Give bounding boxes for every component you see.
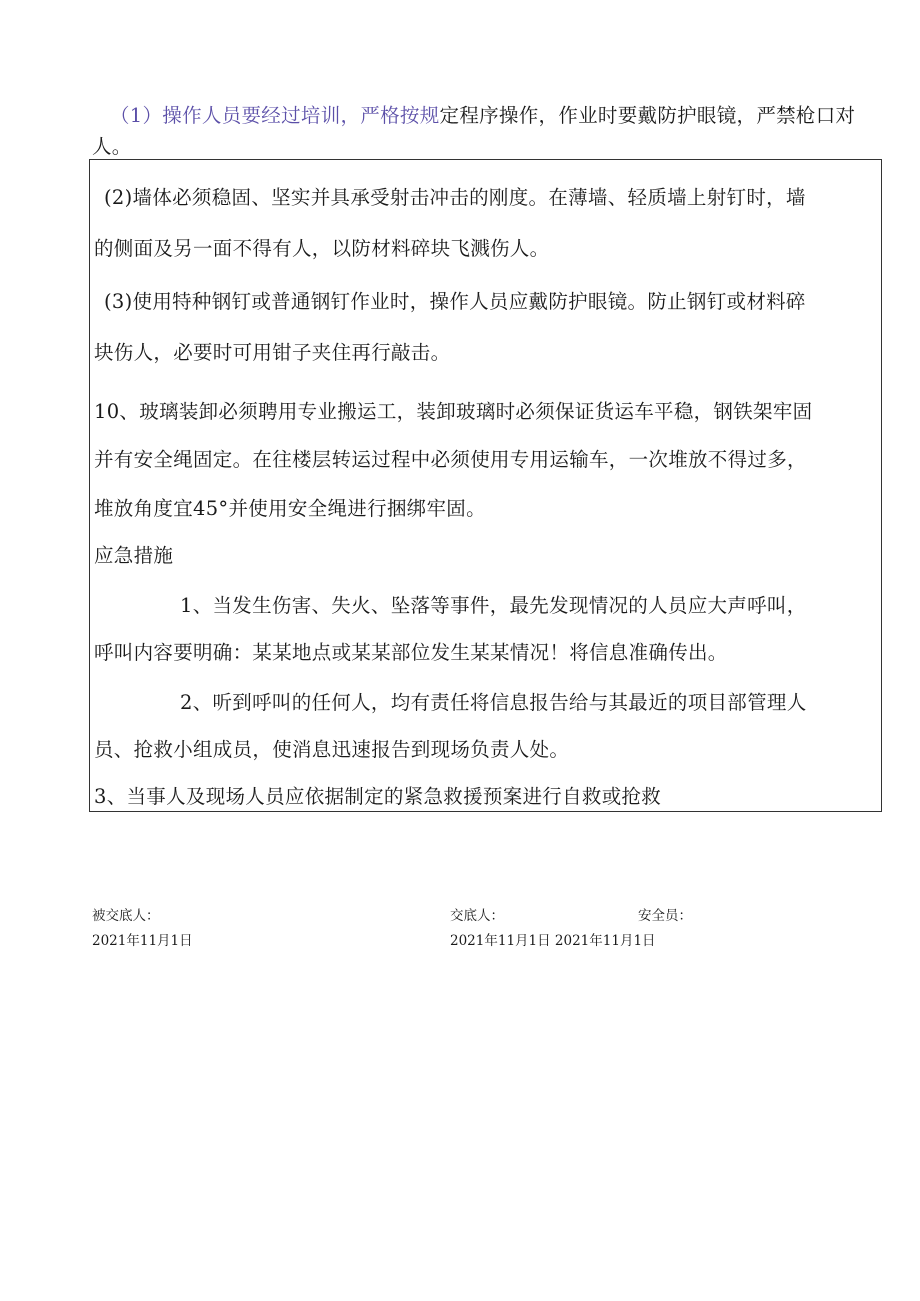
intro-text bbox=[92, 100, 887, 162]
signature-dates: 2021年11月1日 2021年11月1日 bbox=[450, 933, 656, 949]
receiver-date: 2021年11月1日 bbox=[92, 933, 193, 949]
box-line-13: 3、当事人及现场人员应依据制定的紧急救援预案进行自救或抢救 bbox=[94, 785, 662, 808]
box-line-1: (2)墙体必须稳固、坚实并具承受射击冲击的刚度。在薄墙、轻质墙上射钉时，墙 bbox=[104, 186, 806, 209]
intro-paragraph bbox=[92, 100, 887, 162]
emergency-heading: 应急措施 bbox=[94, 544, 174, 567]
content-box bbox=[89, 159, 882, 812]
box-line-4: 块伤人，必要时可用钳子夹住再行敲击。 bbox=[94, 341, 451, 364]
box-line-7: 堆放角度宜45°并使用安全绳进行捆绑牢固。 bbox=[94, 497, 486, 520]
box-line-5: 10、玻璃装卸必须聘用专业搬运工，装卸玻璃时必须保证货运车平稳，钢铁架牢固 bbox=[94, 400, 813, 423]
box-line-11: 2、听到呼叫的任何人，均有责任将信息报告给与其最近的项目部管理人 bbox=[180, 691, 807, 714]
box-line-12: 员、抢救小组成员，使消息迅速报告到现场负责人处。 bbox=[94, 738, 570, 761]
safety-officer-label: 安全员： bbox=[638, 908, 692, 924]
intro-rest-text: 定程序操作，作业时要戴防护眼镜，严禁枪口对人。 bbox=[92, 104, 856, 158]
discloser-label: 交底人： bbox=[450, 908, 504, 924]
receiver-label: 被交底人： bbox=[92, 908, 160, 924]
box-line-3: (3)使用特种钢钉或普通钢钉作业时，操作人员应戴防护眼镜。防止钢钉或材料碎 bbox=[104, 290, 806, 313]
box-line-2: 的侧面及另一面不得有人，以防材料碎块飞溅伤人。 bbox=[94, 237, 550, 260]
box-line-6: 并有安全绳固定。在往楼层转运过程中必须使用专用运输车，一次堆放不得过多， bbox=[94, 448, 807, 471]
box-line-10: 呼叫内容要明确：某某地点或某某部位发生某某情况！将信息准确传出。 bbox=[94, 641, 728, 664]
intro-highlighted-text: （1）操作人员要经过培训，严格按规 bbox=[110, 104, 440, 127]
box-line-9: 1、当发生伤害、失火、坠落等事件，最先发现情况的人员应大声呼叫， bbox=[180, 594, 807, 617]
